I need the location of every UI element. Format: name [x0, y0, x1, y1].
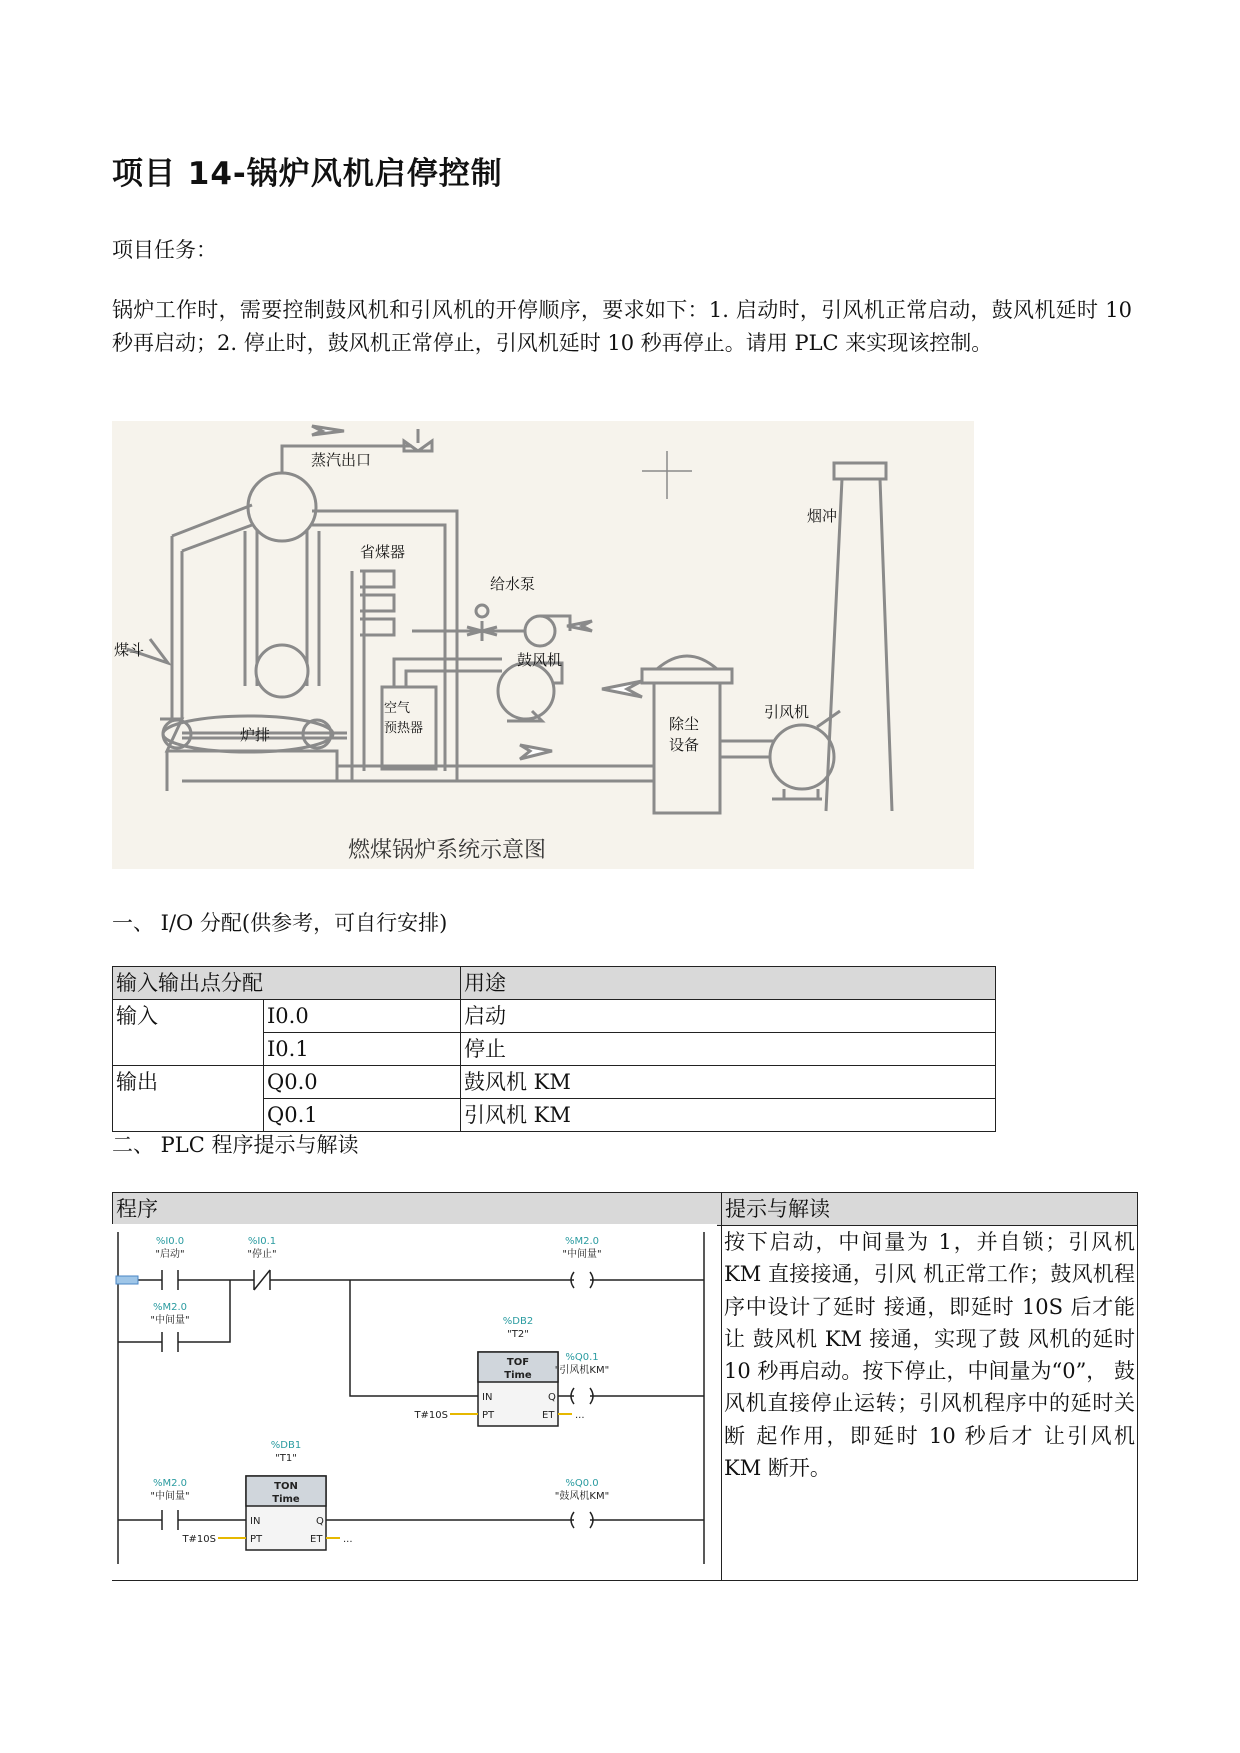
tof-pin-pt: PT — [482, 1410, 495, 1421]
ton-pin-et: ET — [310, 1534, 323, 1545]
io-table — [112, 966, 996, 1132]
ton-pin-in: IN — [250, 1516, 261, 1527]
io-table-header — [113, 967, 996, 1000]
io-addr: I0.1 — [264, 1033, 461, 1066]
io-use: 引风机 KM — [461, 1099, 996, 1132]
label-feed-pump: 给水泵 — [490, 575, 536, 593]
m20-contact2-name: "中间量" — [150, 1491, 190, 1502]
i01-addr: %I0.1 — [247, 1236, 277, 1247]
tof-pin-in: IN — [482, 1392, 493, 1403]
label-air-preheater-1: 空气 — [384, 701, 411, 716]
tof-et-value: ... — [575, 1410, 585, 1421]
q00-addr: %Q0.0 — [565, 1478, 599, 1489]
m20-contact-addr: %M2.0 — [152, 1302, 188, 1313]
label-coal-hopper: 煤斗 — [114, 641, 145, 659]
io-addr: I0.0 — [264, 1000, 461, 1033]
io-header-assignment: 输入输出点分配 — [113, 967, 461, 1000]
table-row — [113, 1066, 996, 1099]
q01-name: "引风机KM" — [554, 1365, 610, 1376]
m20-contact2-addr: %M2.0 — [152, 1478, 188, 1489]
label-dust-1: 除尘 — [669, 715, 700, 733]
figure-caption: 燃煤锅炉系统示意图 — [348, 838, 547, 863]
tips-text: 按下启动，中间量为 1，并自锁；引风机 KM 直接接通，引风 机正常工作；鼓风机程序中设计了延时 接通，即延时 10S 后才能让 鼓风机 KM 接通，实现了鼓 风机的延时 10 秒再启动。按下停止，中间量为“0”， 鼓风机直接停止运转；引风机程序中的延时关断 起作用，即延时 10 秒后才 让引风机 KM 断开。 — [722, 1226, 1138, 1581]
program-table-header — [113, 1193, 1138, 1226]
boiler-diagram — [112, 421, 974, 869]
i01-name: "停止" — [247, 1249, 277, 1260]
ton-pin-q: Q — [316, 1516, 324, 1527]
tof-time: Time — [504, 1370, 532, 1381]
db1-name: "T1" — [275, 1453, 297, 1464]
ton-pin-pt: PT — [250, 1534, 263, 1545]
m20-coil-addr: %M2.0 — [564, 1236, 600, 1247]
label-blower: 鼓风机 — [517, 651, 563, 669]
task-heading: 项目任务： — [112, 238, 217, 262]
io-use: 停止 — [461, 1033, 996, 1066]
table-row — [113, 1000, 996, 1033]
io-use: 鼓风机 KM — [461, 1066, 996, 1099]
q01-addr: %Q0.1 — [565, 1352, 599, 1363]
io-addr: Q0.1 — [264, 1099, 461, 1132]
label-air-preheater-2: 预热器 — [384, 721, 424, 736]
io-group-input: 输入 — [113, 1000, 264, 1066]
db1-addr: %DB1 — [270, 1440, 302, 1451]
tof-pin-et: ET — [542, 1410, 555, 1421]
q00-name: "鼓风机KM" — [554, 1491, 610, 1502]
io-group-output: 输出 — [113, 1066, 264, 1132]
io-addr: Q0.0 — [264, 1066, 461, 1099]
section-2-heading: 二、 PLC 程序提示与解读 — [112, 1133, 359, 1157]
io-header-use: 用途 — [461, 967, 996, 1000]
label-dust-2: 设备 — [669, 736, 700, 754]
tof-pin-q: Q — [548, 1392, 556, 1403]
label-chimney: 烟冲 — [807, 507, 838, 525]
ton-type: TON — [274, 1481, 298, 1492]
i00-name: "启动" — [155, 1249, 185, 1260]
label-steam-outlet: 蒸汽出口 — [311, 451, 372, 469]
io-use: 启动 — [461, 1000, 996, 1033]
m20-contact-name: "中间量" — [150, 1315, 190, 1326]
tof-pt-value: T#10S — [414, 1410, 448, 1421]
program-header: 程序 — [113, 1193, 722, 1226]
label-economizer: 省煤器 — [360, 543, 406, 561]
ton-time: Time — [272, 1494, 300, 1505]
label-induced-fan: 引风机 — [764, 703, 810, 721]
page-title: 项目 14-锅炉风机启停控制 — [112, 156, 503, 192]
label-grate: 炉排 — [240, 726, 271, 744]
ton-pt-value: T#10S — [182, 1534, 216, 1545]
section-1-heading: 一、 I/O 分配(供参考，可自行安排) — [112, 911, 448, 935]
tof-type: TOF — [506, 1357, 530, 1368]
tips-header: 提示与解读 — [722, 1193, 1138, 1226]
m20-coil-name: "中间量" — [562, 1249, 602, 1260]
i00-addr: %I0.0 — [155, 1236, 185, 1247]
ton-et-value: ... — [343, 1534, 353, 1545]
task-text: 锅炉工作时，需要控制鼓风机和引风机的开停顺序，要求如下：1. 启动时，引风机正常启动，鼓风机延时 10 秒再启动；2. 停止时，鼓风机正常停止，引风机延时 10 秒再停止。请用 PLC 来实现该控制。 — [112, 298, 1132, 355]
db2-name: "T2" — [507, 1329, 529, 1340]
db2-addr: %DB2 — [502, 1316, 534, 1327]
ladder-diagram — [112, 1224, 717, 1580]
